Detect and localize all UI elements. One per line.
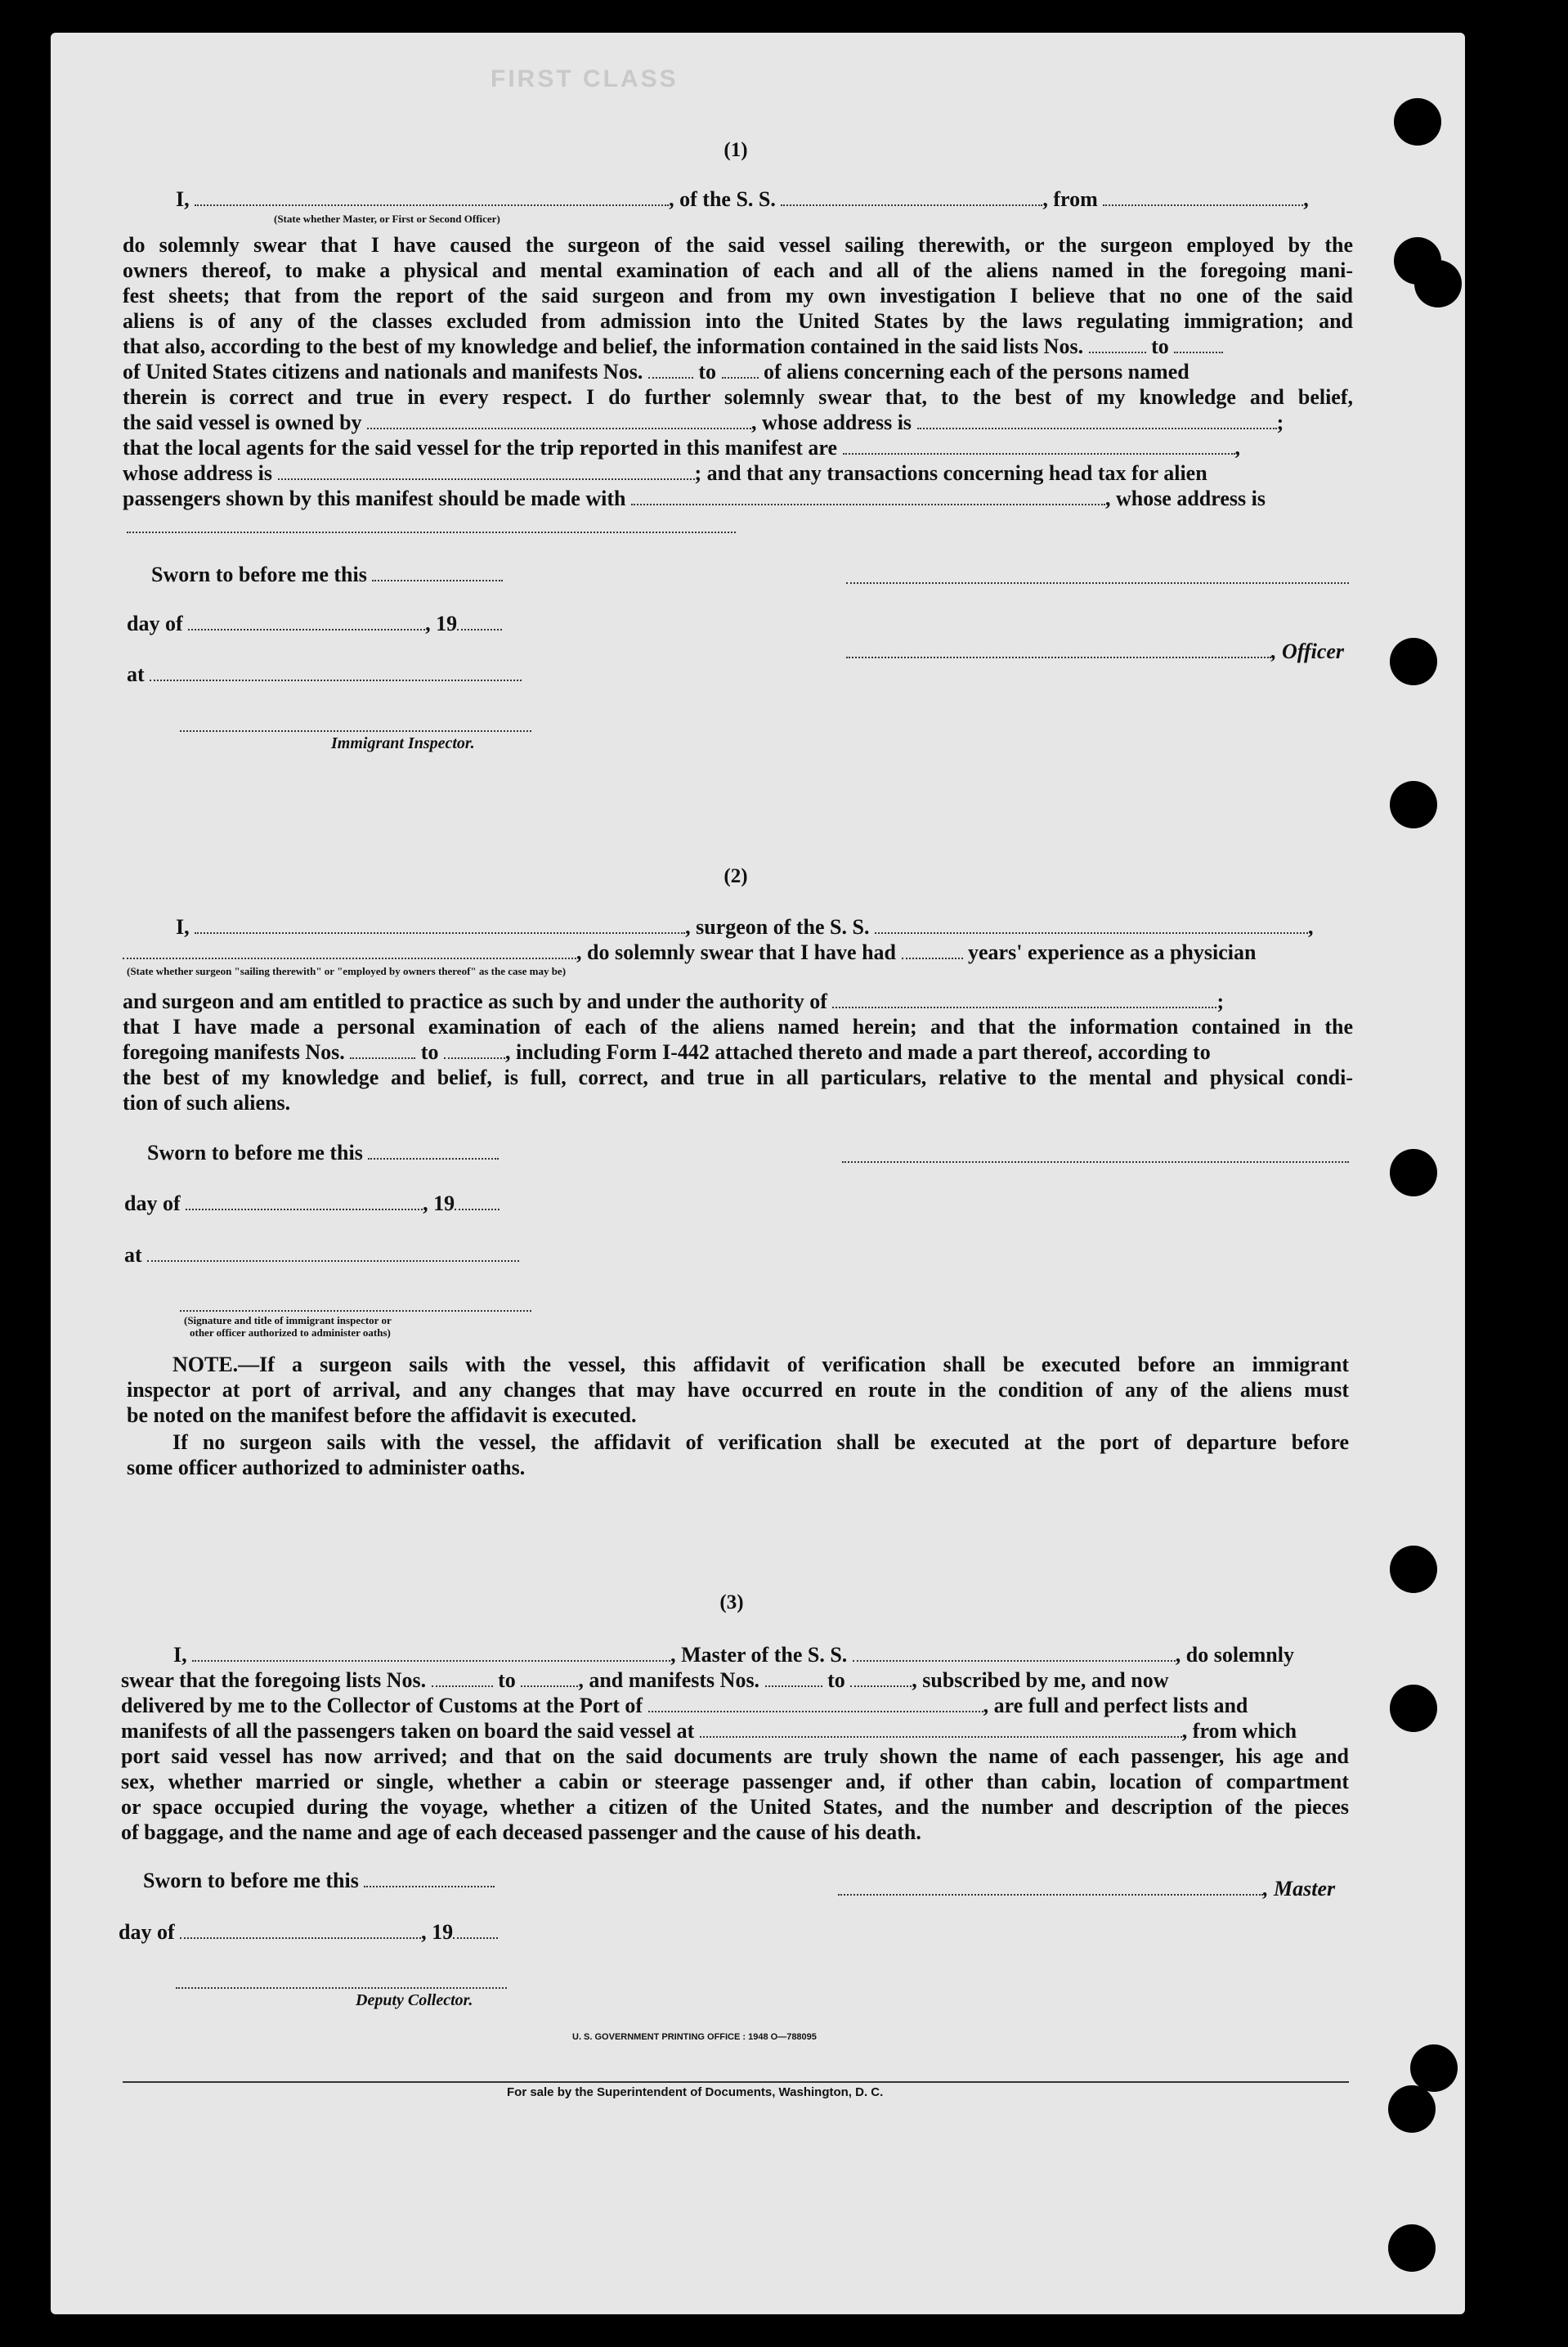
s2-signature-line xyxy=(842,1161,1349,1163)
s1-inspector-label: Immigrant Inspector. xyxy=(331,734,475,752)
s1-line-2: owners thereof, to make a physical and mental examination of each and all of the aliens named in the foregoing mani- xyxy=(123,258,1353,282)
s2-at-label: at xyxy=(124,1243,519,1268)
binder-hole-1 xyxy=(1394,98,1441,146)
footer-rule xyxy=(123,2081,1349,2083)
s2-note2-line-1: If no surgeon sails with the vessel, the affidavit of verification shall be executed at the port of departure before xyxy=(172,1430,1349,1454)
s3-line-4: manifests of all the passengers taken on board the said vessel at , from which xyxy=(121,1719,1297,1743)
s1-day-label: day of , 19 xyxy=(127,612,502,636)
s1-address-blank xyxy=(127,532,736,533)
s3-line-2: swear that the foregoing lists Nos. to , and manifests Nos. to , subscribed by me, and now xyxy=(121,1668,1169,1692)
section-3-number: (3) xyxy=(719,1591,744,1613)
s2-sworn-label: Sworn to before me this xyxy=(147,1141,499,1165)
s3-deputy-signature-line xyxy=(176,1987,507,1989)
s2-line-6: the best of my knowledge and belief, is full, correct, and true in all particulars, relative to the mental and physical condi- xyxy=(123,1066,1353,1089)
s1-line-3: fest sheets; that from the report of the said surgeon and from my own investigation I believe that no one of the said xyxy=(123,284,1353,307)
s2-line-3: and surgeon and am entitled to practice as such by and under the authority of ; xyxy=(123,990,1225,1013)
s1-caption: (State whether Master, or First or Second Officer) xyxy=(274,213,500,225)
binder-hole-7 xyxy=(1390,1546,1437,1593)
s1-line-5: that also, according to the best of my knowledge and belief, the information contained in the said lists Nos. to xyxy=(123,334,1353,359)
binder-hole-5 xyxy=(1390,781,1437,828)
s1-inspector-signature-line xyxy=(180,730,531,732)
s2-sig-caption-1: (Signature and title of immigrant inspector or xyxy=(184,1314,392,1326)
sale-note: For sale by the Superintendent of Documents, Washington, D. C. xyxy=(507,2085,884,2099)
s1-line-1: do solemnly swear that I have caused the surgeon of the said vessel sailing therewith, or the surgeon employed by the xyxy=(123,233,1353,257)
s2-inspector-signature-line xyxy=(180,1310,531,1312)
s1-line-7: therein is correct and true in every respect. I do further solemnly swear that, to the best of my knowledge and belief, xyxy=(123,385,1353,409)
s3-line-8: of baggage, and the name and age of each deceased passenger and the cause of his death. xyxy=(121,1820,921,1844)
section-2-number: (2) xyxy=(724,865,748,887)
s3-deputy-label: Deputy Collector. xyxy=(356,1991,473,2009)
s3-line-6: sex, whether married or single, whether a cabin or steerage passenger and, if other than cabin, location of compartment xyxy=(121,1770,1349,1793)
s2-note-line-2: inspector at port of arrival, and any changes that may have occurred en route in the condition of any of the aliens must xyxy=(127,1378,1349,1402)
s2-note-line-1: NOTE.—If a surgeon sails with the vessel, this affidavit of verification shall be executed before an immigrant xyxy=(172,1353,1349,1376)
s2-caption: (State whether surgeon "sailing therewith" or "employed by owners thereof" as the case may be) xyxy=(127,965,567,977)
binder-hole-9 xyxy=(1410,2044,1458,2092)
s2-note2-line-2: some officer authorized to administer oaths. xyxy=(127,1456,526,1479)
s2-line-4: that I have made a personal examination of each of the aliens named herein; and that the information contained in the xyxy=(123,1015,1353,1039)
s3-sworn-label: Sworn to before me this xyxy=(143,1869,495,1893)
binder-hole-10 xyxy=(1388,2085,1436,2133)
bleed-through-header: FIRST CLASS xyxy=(491,65,679,92)
binder-hole-11 xyxy=(1388,2224,1436,2272)
s1-line-9: that the local agents for the said vessel for the trip reported in this manifest are , xyxy=(123,436,1241,460)
s1-line-8: the said vessel is owned by , whose address is ; xyxy=(123,411,1284,434)
s2-day-label: day of , 19 xyxy=(124,1191,500,1216)
s1-line-11: passengers shown by this manifest should be made with , whose address is xyxy=(123,487,1266,510)
binder-hole-3 xyxy=(1414,260,1462,307)
s2-sig-caption-2: other officer authorized to administer oaths) xyxy=(190,1326,391,1339)
binder-hole-4 xyxy=(1390,638,1437,685)
s2-line-7: tion of such aliens. xyxy=(123,1091,291,1115)
s1-top-line: I, , of the S. S. , from , xyxy=(176,187,1309,211)
s1-officer-label: , Officer xyxy=(846,639,1344,664)
s2-line-5: foregoing manifests Nos. to , including Form I-442 attached thereto and made a part thereof, according to xyxy=(123,1040,1211,1064)
section-1-number: (1) xyxy=(724,139,748,161)
s2-line-1: I, , surgeon of the S. S. , xyxy=(176,915,1314,939)
binder-hole-8 xyxy=(1390,1685,1437,1732)
s1-officer-signature-line-1 xyxy=(846,582,1349,584)
s3-line-3: delivered by me to the Collector of Customs at the Port of , are full and perfect lists and xyxy=(121,1694,1248,1717)
s3-master-label: , Master xyxy=(838,1877,1335,1901)
gpo-imprint: U. S. GOVERNMENT PRINTING OFFICE : 1948 O—788095 xyxy=(572,2032,817,2042)
s3-line-1: I, , Master of the S. S. , do solemnly xyxy=(173,1643,1294,1667)
s2-line-2: , do solemnly swear that I have had years' experience as a physician xyxy=(123,940,1353,965)
s1-sworn-label: Sworn to before me this xyxy=(151,563,503,587)
binder-hole-6 xyxy=(1390,1149,1437,1196)
s3-day-label: day of , 19 xyxy=(119,1920,498,1945)
s3-line-5: port said vessel has now arrived; and that on the said documents are truly shown the name of each passenger, his age and xyxy=(121,1744,1349,1768)
s1-line-10: whose address is ; and that any transactions concerning head tax for alien xyxy=(123,461,1207,485)
s1-line-4: aliens is of any of the classes excluded from admission into the United States by the laws regulating immigration; and xyxy=(123,309,1353,333)
s3-line-7: or space occupied during the voyage, whether a citizen of the United States, and the number and description of the pieces xyxy=(121,1795,1349,1819)
s1-line-6: of United States citizens and nationals and manifests Nos. to of aliens concerning each of the persons named xyxy=(123,360,1189,384)
s1-at-label: at xyxy=(127,662,522,687)
s2-note-line-3: be noted on the manifest before the affidavit is executed. xyxy=(127,1403,637,1427)
